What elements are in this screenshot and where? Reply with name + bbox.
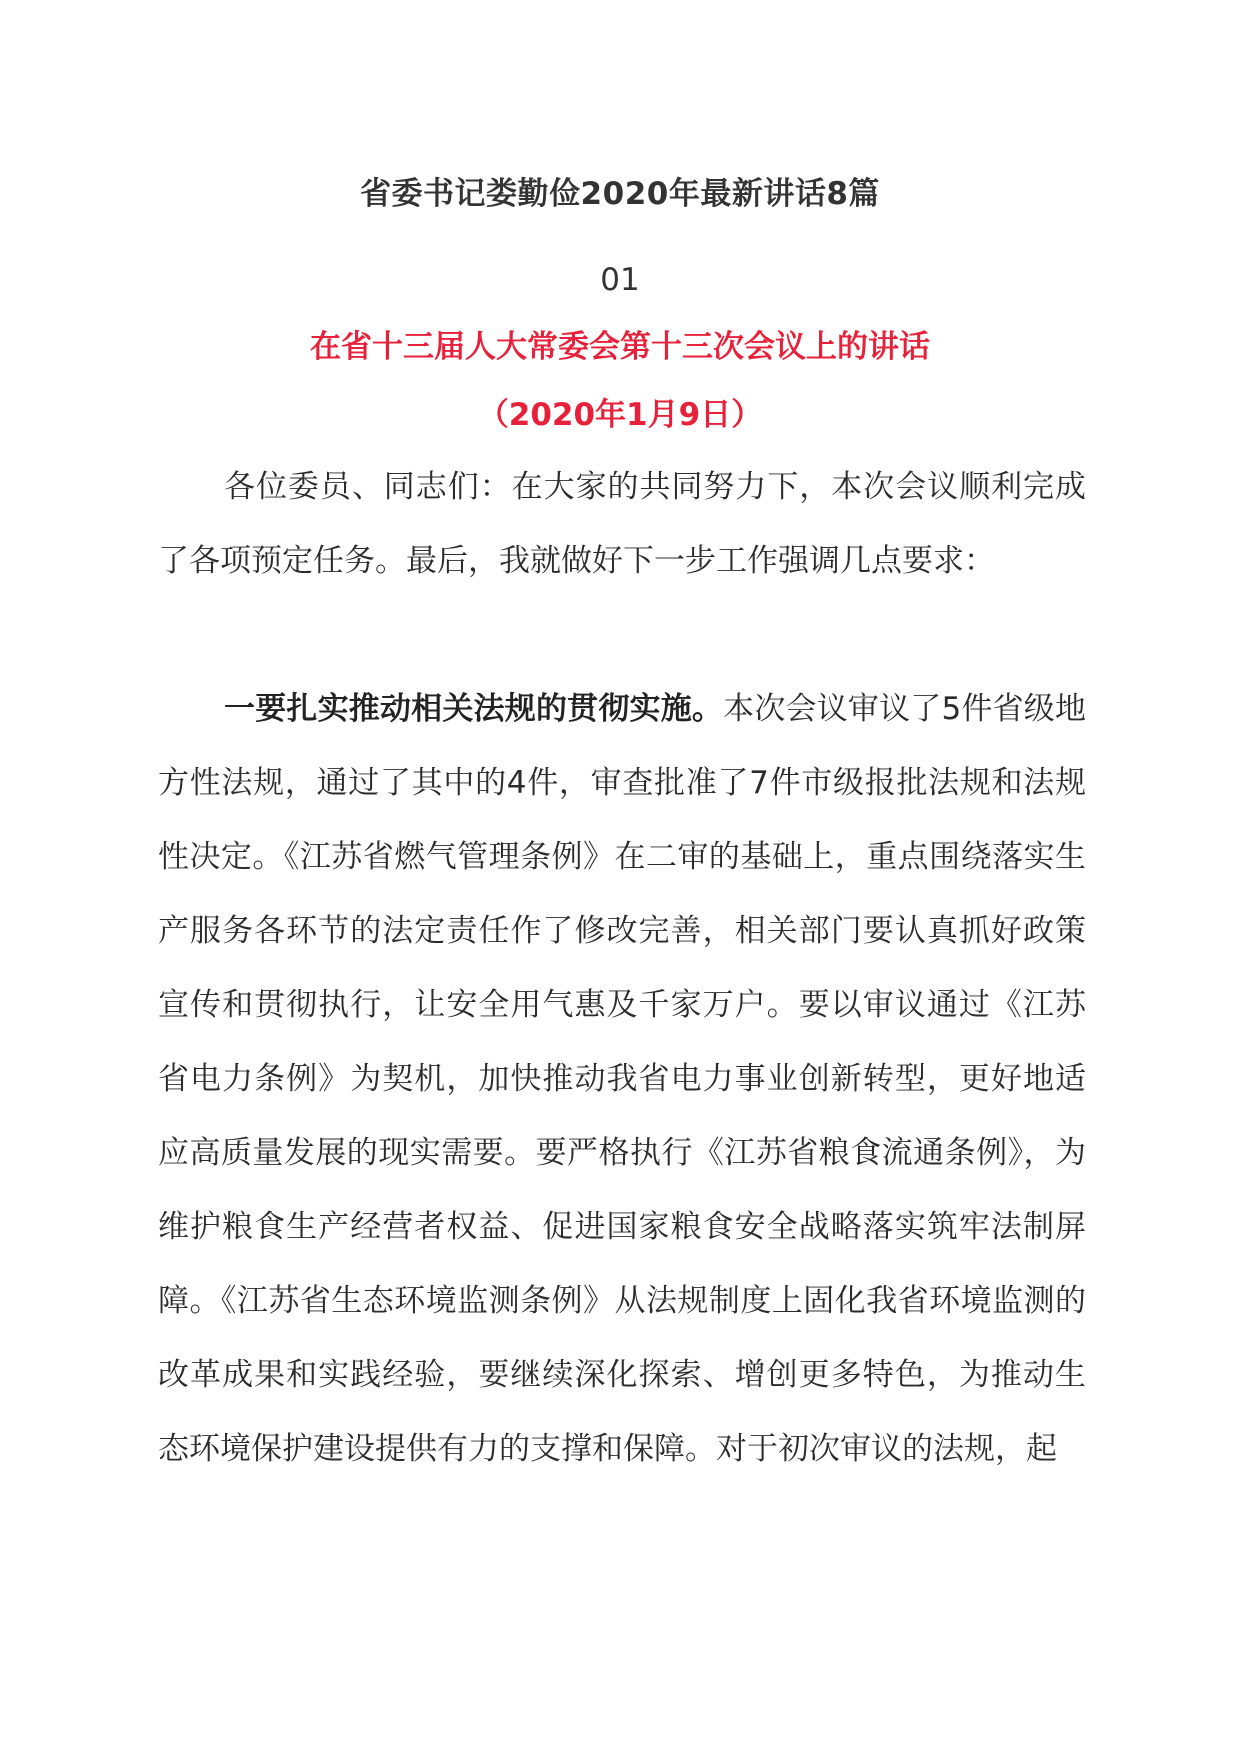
speech-date: （2020年1月9日） (477, 397, 763, 433)
paragraph-first-requirement (158, 672, 1086, 1486)
paragraph-lead-heading: 一要扎实推动相关法规的贯彻实施。 (224, 691, 724, 727)
section-number: 01 (600, 262, 640, 298)
speech-title: 在省十三届人大常委会第十三次会议上的讲话 (310, 329, 930, 365)
paragraph-text: 各位委员、同志们：在大家的共同努力下，本次会议顺利完成了各项预定任务。最后，我就做好下一步工作强调几点要求： (158, 469, 1086, 579)
paragraph-text: 本次会议审议了5件省级地方性法规，通过了其中的4件，审查批准了7件市级报批法规和法规性决定。《江苏省燃气管理条例》在二审的基础上，重点围绕落实生产服务各环节的法定责任作了修改完善，相关部门要认真抓好政策宣传和贯彻执行，让安全用气惠及千家万户。要以审议通过《江苏省电力条例》为契机，加快推动我省电力事业创新转型，更好地适应高质量发展的现实需要。要严格执行《江苏省粮食流通条例》，为维护粮食生产经营者权益、促进国家粮食安全战略落实筑牢法制屏障。《江苏省生态环境监测条例》从法规制度上固化我省环境监测的改革成果和实践经验，要继续深化探索、增创更多特色，为推动生态环境保护建设提供有力的支撑和保障。对于初次审议的法规，起 (158, 691, 1086, 1467)
paragraph-opening (158, 450, 1086, 598)
document-title: 省委书记娄勤俭2020年最新讲话8篇 (360, 176, 880, 212)
